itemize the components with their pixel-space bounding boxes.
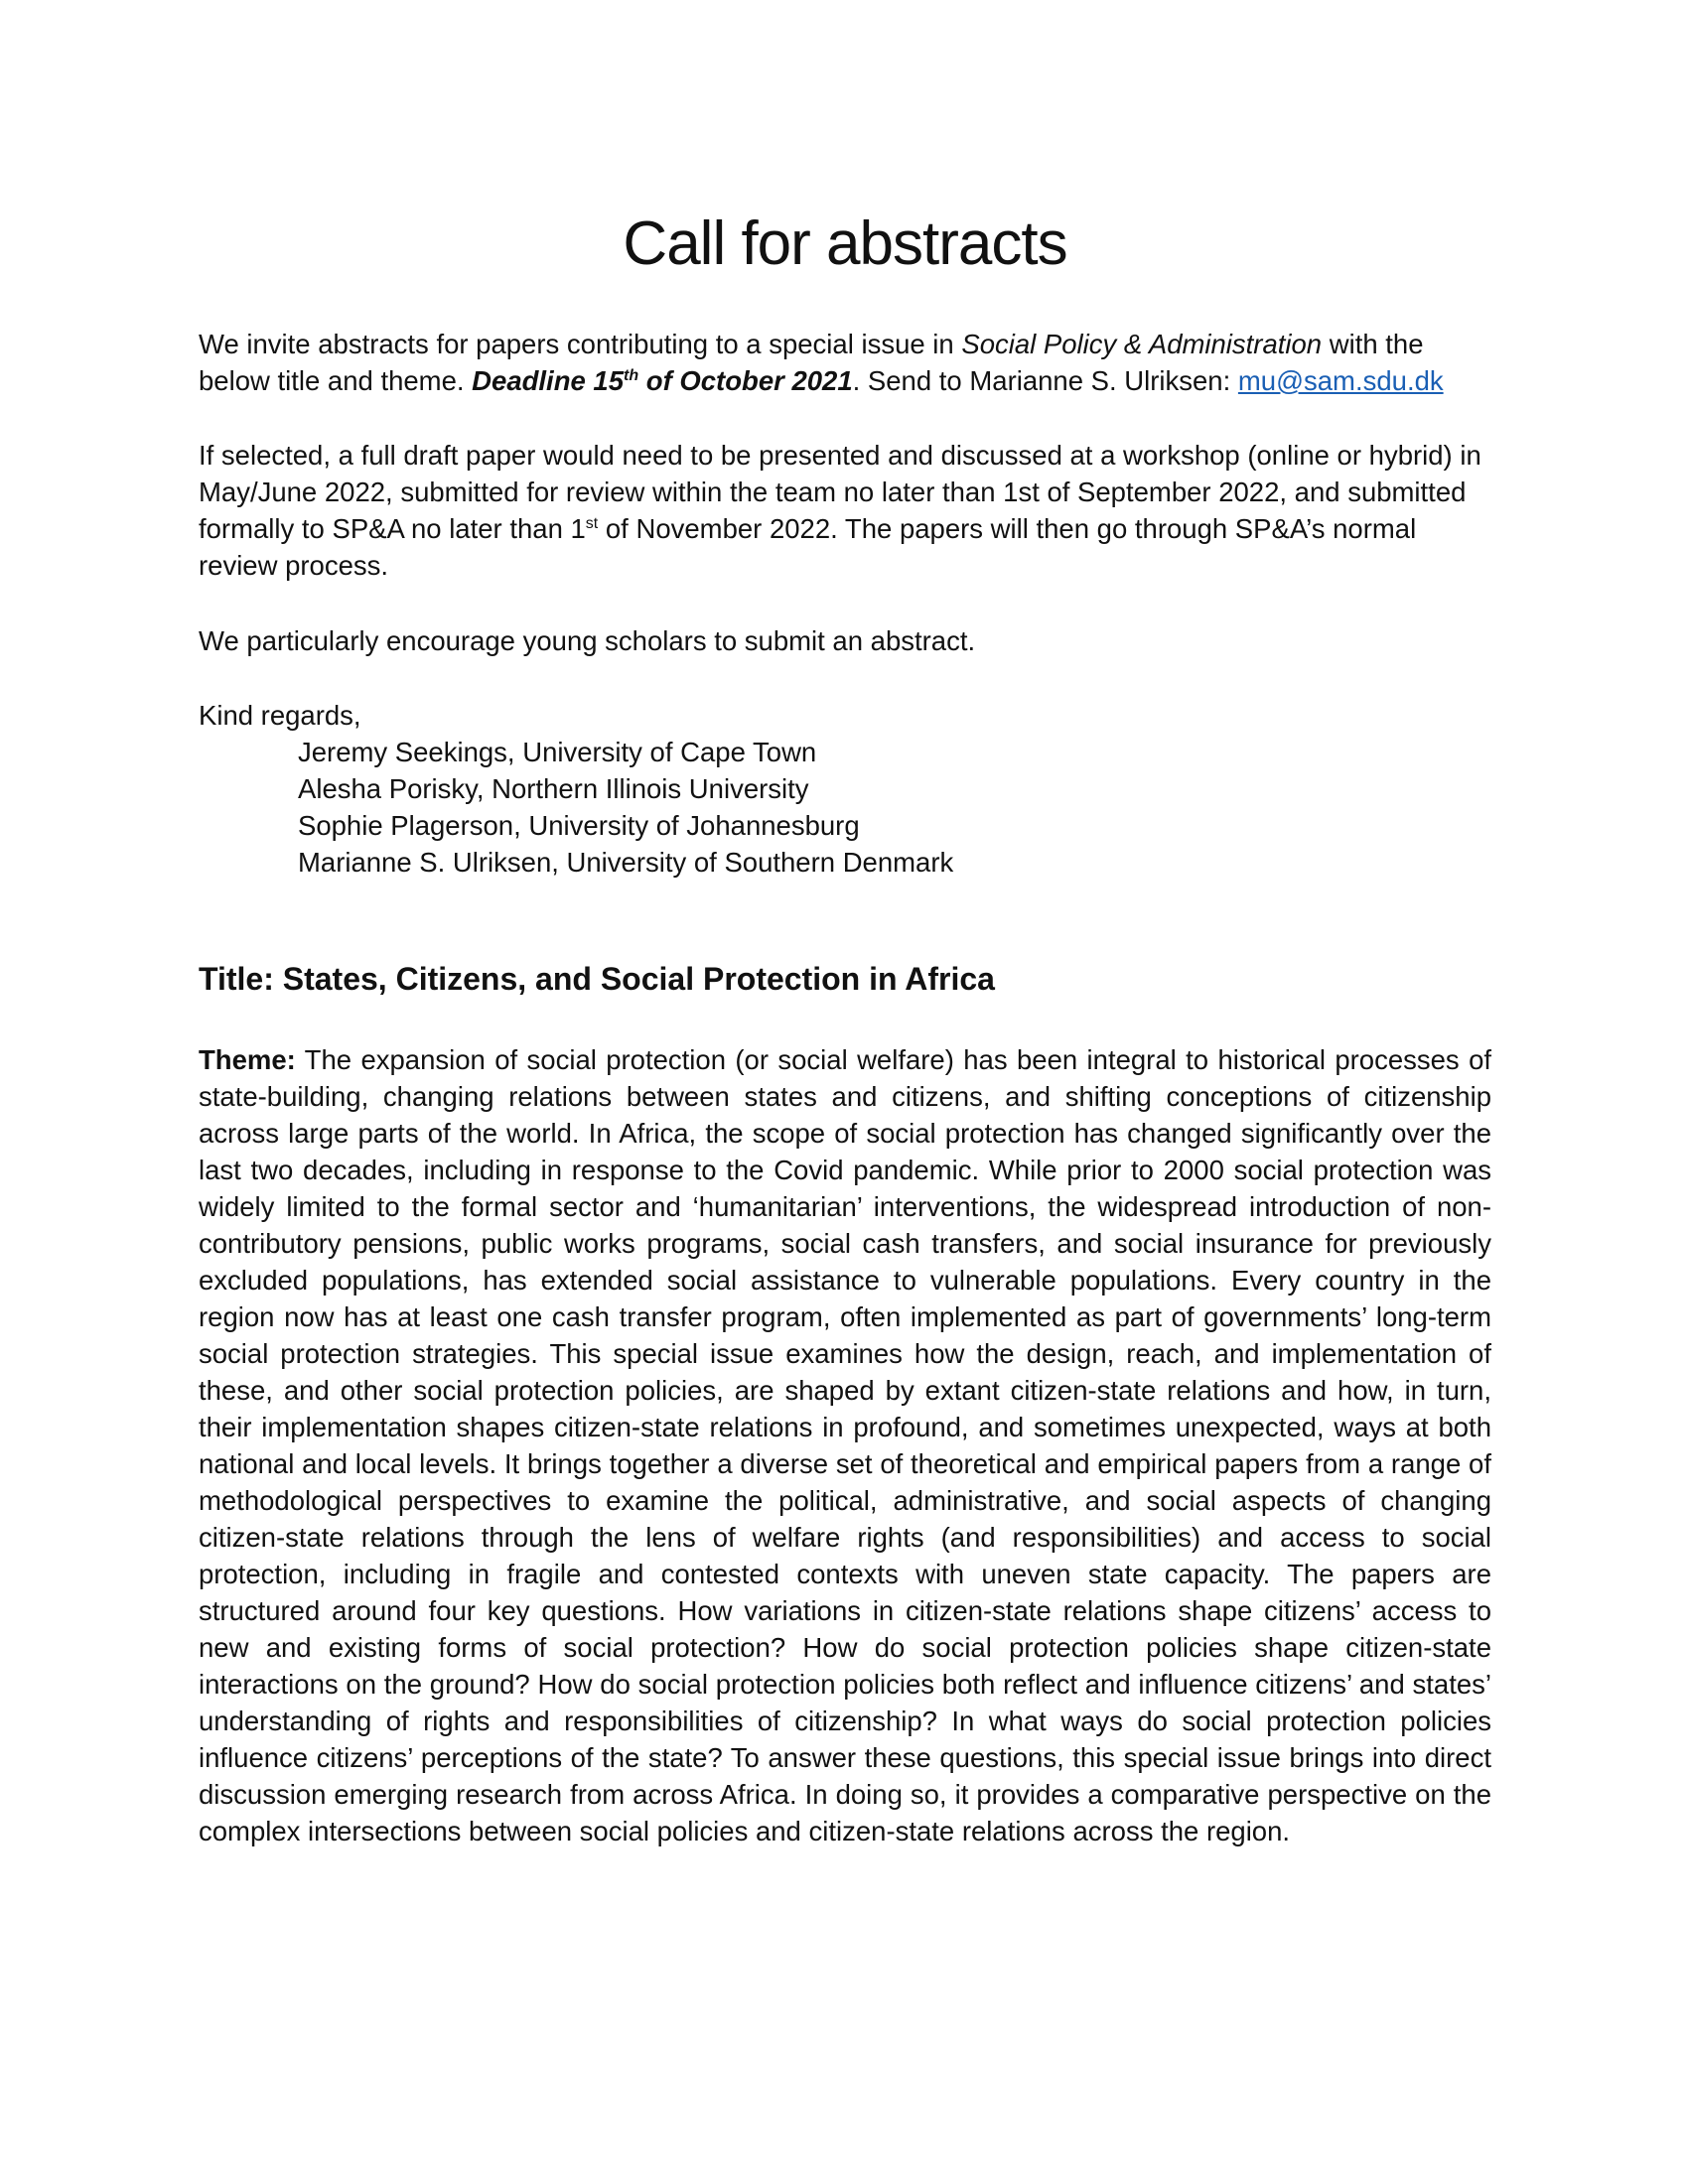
intro-text-before-journal: We invite abstracts for papers contributing to a special issue in [199, 329, 962, 359]
signer-item: Marianne S. Ulriksen, University of Southern Denmark [298, 847, 954, 878]
document-title: Call for abstracts [623, 209, 1067, 278]
signer-item: Jeremy Seekings, University of Cape Town [298, 737, 817, 767]
signers-list [298, 734, 953, 881]
intro-paragraph [199, 326, 1491, 399]
deadline-suffix: of October 2021 [638, 365, 853, 396]
journal-name: Social Policy & Administration [961, 329, 1323, 359]
section-title: Title: States, Citizens, and Social Protection in Africa [199, 961, 995, 997]
intro-text-after-deadline: . Send to Marianne S. Ulriksen: [852, 365, 1238, 396]
signer-item: Alesha Porisky, Northern Illinois University [298, 773, 809, 804]
closing-line: Kind regards, [199, 700, 361, 731]
theme-paragraph [199, 1041, 1491, 1849]
selection-text-after: of November 2022. The papers will then go through SP&A’s normal review process. [199, 513, 1417, 581]
selection-text-before: If selected, a full draft paper would need to be presented and discussed at a workshop (online or hybrid) in May/June 2022, submitted for review within the team no later than 1st of September 2022, and submitted formally to SP&A no later than 1 [199, 440, 1481, 544]
theme-label: Theme: [199, 1044, 296, 1075]
selection-ordinal: st [585, 514, 599, 532]
deadline-ordinal: th [624, 366, 639, 384]
selection-paragraph [199, 437, 1491, 584]
intro-text-after-journal: with the below title and theme. [199, 329, 1424, 396]
deadline-prefix: Deadline 15 [472, 365, 625, 396]
email-link[interactable]: mu@sam.sdu.dk [1237, 365, 1444, 396]
signer-item: Sophie Plagerson, University of Johannesburg [298, 810, 860, 841]
theme-body: The expansion of social protection (or social welfare) has been integral to historical processes of state-building, changing relations between states and citizens, and shifting conceptions of citizenship across large parts of the world. In Africa, the scope of social protection has changed significantly over the last two decades, including in response to the Covid pandemic. While prior to 2000 social protection was widely limited to the formal sector and ‘humanitarian’ interventions, the widespread introduction of non-contributory pensions, public works programs, social cash transfers, and social insurance for previously excluded populations, has extended social assistance to vulnerable populations. Every country in the region now has at least one cash transfer program, often implemented as part of governments’ long-term social protection strategies. This special issue examines how the design, reach, and implementation of these, and other social protection policies, are shaped by extant citizen-state relations and how, in turn, their implementation shapes citizen-state relations in profound, and sometimes unexpected, ways at both national and local levels. It brings together a diverse set of theoretical and empirical papers from a range of methodological perspectives to examine the political, administrative, and social aspects of changing citizen-state relations through the lens of welfare rights (and responsibilities) and access to social protection, including in fragile and contested contexts with uneven state capacity. The papers are structured around four key questions. How variations in citizen-state relations shape citizens’ access to new and existing forms of social protection? How do social protection policies shape citizen-state interactions on the ground? How do social protection policies both reflect and influence citizens’ and states’ understanding of rights and responsibilities of citizenship? In what ways do social protection policies influence citizens’ perceptions of the state? To answer these questions, this special issue brings into direct discussion emerging research from across Africa. In doing so, it provides a comparative perspective on the complex intersections between social policies and citizen-state relations across the region. [199, 1044, 1491, 1846]
deadline-text [472, 365, 852, 396]
encouragement-paragraph: We particularly encourage young scholars to submit an abstract. [199, 625, 976, 656]
document-page [199, 0, 1491, 2184]
